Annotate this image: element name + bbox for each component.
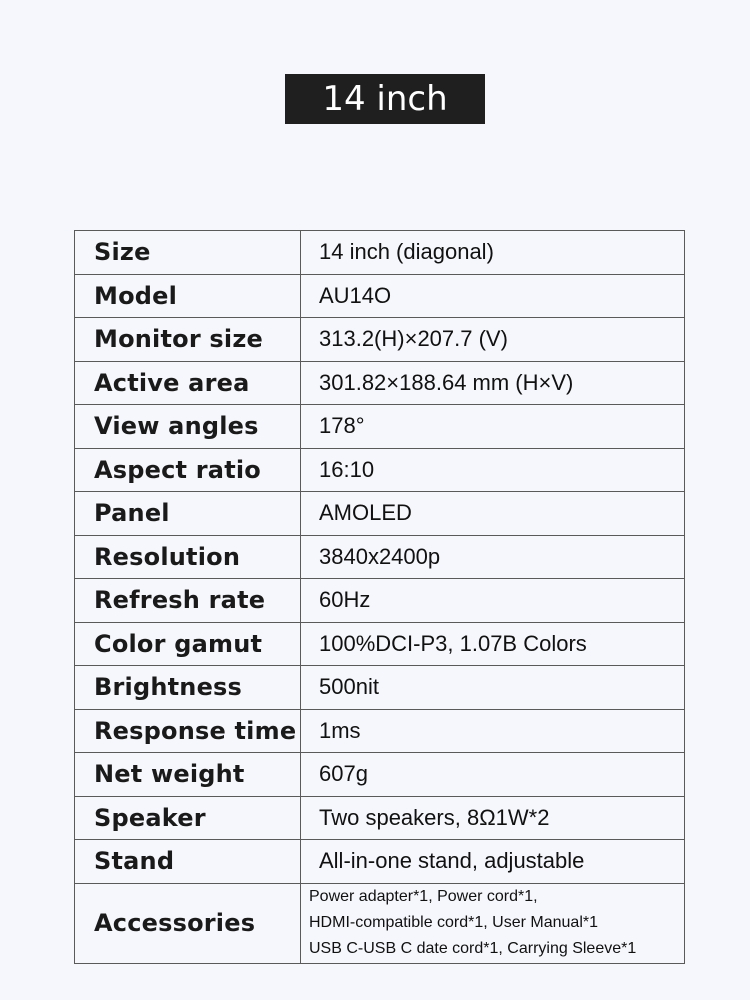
spec-row-active-area bbox=[75, 361, 685, 405]
spec-label: Speaker bbox=[75, 796, 301, 840]
spec-label: Accessories bbox=[75, 883, 301, 963]
spec-value: 500nit bbox=[301, 666, 685, 710]
spec-value: AU14O bbox=[301, 274, 685, 318]
spec-label: Brightness bbox=[75, 666, 301, 710]
spec-value: All-in-one stand, adjustable bbox=[301, 840, 685, 884]
spec-label: Resolution bbox=[75, 535, 301, 579]
spec-value: 178° bbox=[301, 405, 685, 449]
spec-label: Aspect ratio bbox=[75, 448, 301, 492]
spec-label: Color gamut bbox=[75, 622, 301, 666]
spec-value: 607g bbox=[301, 753, 685, 797]
spec-row-color-gamut bbox=[75, 622, 685, 666]
spec-value: Two speakers, 8Ω1W*2 bbox=[301, 796, 685, 840]
spec-label: Size bbox=[75, 231, 301, 275]
spec-label: Monitor size bbox=[75, 318, 301, 362]
spec-row-refresh-rate bbox=[75, 579, 685, 623]
spec-label: Model bbox=[75, 274, 301, 318]
spec-row-model bbox=[75, 274, 685, 318]
spec-row-stand bbox=[75, 840, 685, 884]
spec-label: Refresh rate bbox=[75, 579, 301, 623]
spec-row-brightness bbox=[75, 666, 685, 710]
spec-label: Net weight bbox=[75, 753, 301, 797]
spec-label: View angles bbox=[75, 405, 301, 449]
spec-label: Stand bbox=[75, 840, 301, 884]
spec-row-response-time bbox=[75, 709, 685, 753]
spec-table bbox=[74, 230, 685, 964]
spec-value: AMOLED bbox=[301, 492, 685, 536]
accessories-list bbox=[301, 883, 685, 963]
spec-label: Panel bbox=[75, 492, 301, 536]
spec-value: 313.2(H)×207.7 (V) bbox=[301, 318, 685, 362]
spec-label: Active area bbox=[75, 361, 301, 405]
spec-row-monitor-size bbox=[75, 318, 685, 362]
spec-row-resolution bbox=[75, 535, 685, 579]
spec-row-aspect-ratio bbox=[75, 448, 685, 492]
spec-row-panel bbox=[75, 492, 685, 536]
page-title: 14 inch bbox=[285, 74, 485, 124]
accessories-line: Power adapter*1, Power cord*1, bbox=[309, 888, 538, 905]
spec-value: 100%DCI-P3, 1.07B Colors bbox=[301, 622, 685, 666]
spec-row-view-angles bbox=[75, 405, 685, 449]
spec-value: 14 inch (diagonal) bbox=[301, 231, 685, 275]
spec-value: 3840x2400p bbox=[301, 535, 685, 579]
spec-label: Response time bbox=[75, 709, 301, 753]
spec-value: 1ms bbox=[301, 709, 685, 753]
accessories-line: USB C-USB C date cord*1, Carrying Sleeve*1 bbox=[309, 940, 637, 957]
spec-row-size bbox=[75, 231, 685, 275]
spec-row-speaker bbox=[75, 796, 685, 840]
spec-row-net-weight bbox=[75, 753, 685, 797]
spec-value: 16:10 bbox=[301, 448, 685, 492]
spec-row-accessories bbox=[75, 883, 685, 963]
spec-value: 301.82×188.64 mm (H×V) bbox=[301, 361, 685, 405]
accessories-line: HDMI-compatible cord*1, User Manual*1 bbox=[309, 914, 598, 931]
spec-value: 60Hz bbox=[301, 579, 685, 623]
